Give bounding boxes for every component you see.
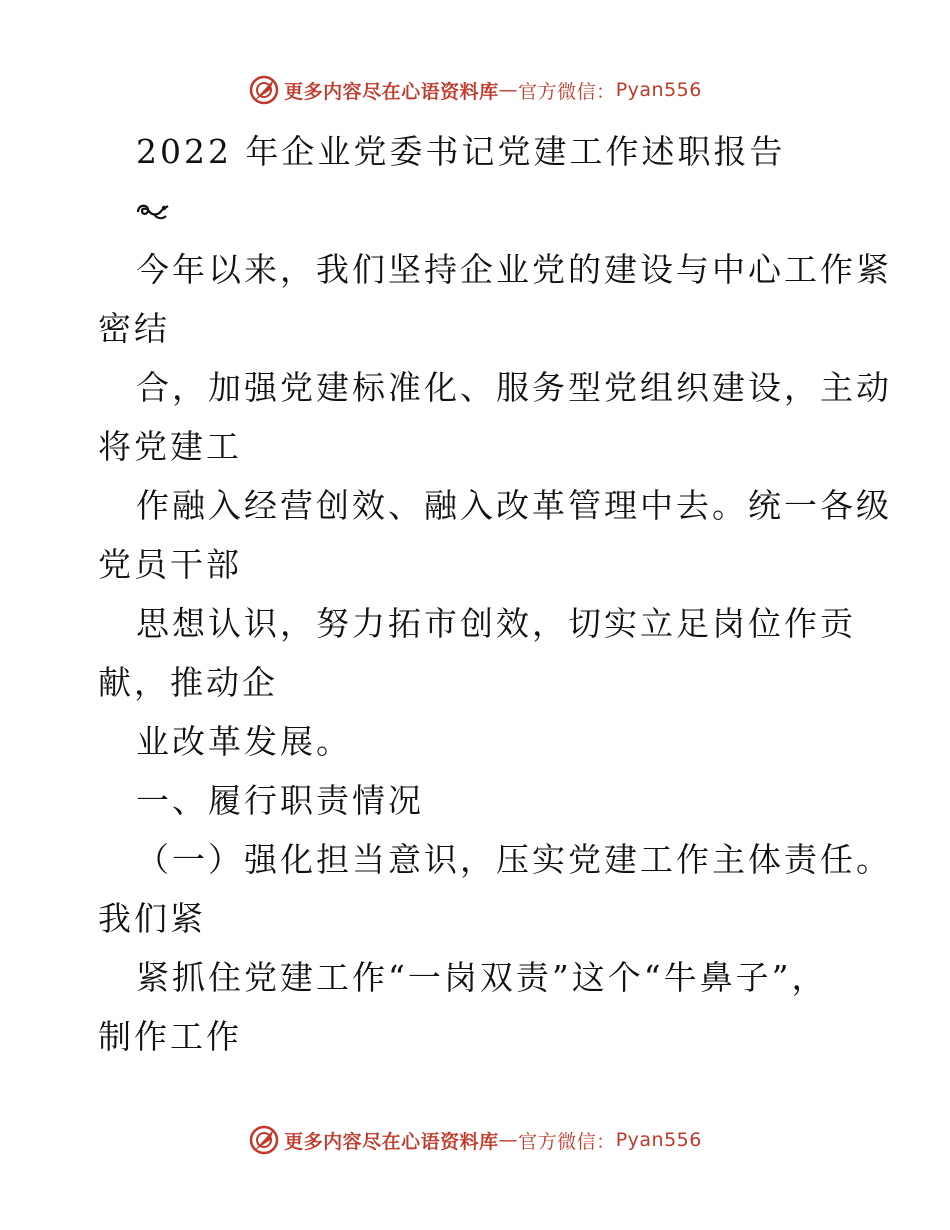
header-banner xyxy=(0,70,950,110)
section-heading: 一、履行职责情况 xyxy=(136,781,424,820)
paragraph-line: 思想认识，努力拓市创效，切实立足岗位作贡 xyxy=(136,604,856,643)
subsection-heading: （一）强化担当意识，压实党建工作主体责任。 xyxy=(136,840,892,879)
banner-dash: — xyxy=(498,1129,519,1151)
banner-wechat-id: Pyan556 xyxy=(615,1129,702,1151)
paragraph-line: 密结 xyxy=(98,309,170,348)
banner-slogan: 更多内容尽在心语资料库 xyxy=(284,80,499,103)
banner-dash: — xyxy=(498,79,519,101)
paragraph-line: 作融入经营创效、融入改革管理中去。统一各级 xyxy=(136,486,892,525)
footer-banner xyxy=(0,1120,950,1160)
paragraph-line: 制作工作 xyxy=(98,1017,242,1056)
quill-logo-icon xyxy=(248,74,280,106)
banner-wechat-label: 官方微信： xyxy=(518,80,616,103)
scroll-ornament-icon xyxy=(136,200,170,222)
banner-wechat-label: 官方微信： xyxy=(518,1130,616,1153)
paragraph-line: 将党建工 xyxy=(98,427,242,466)
paragraph-line: 我们紧 xyxy=(98,899,206,938)
paragraph-line: 党员干部 xyxy=(98,545,242,584)
paragraph-line: 献，推动企 xyxy=(98,663,278,702)
ornament-divider xyxy=(98,181,858,240)
paragraph-line: 合，加强党建标准化、服务型党组织建设，主动 xyxy=(136,368,892,407)
paragraph-line: 今年以来，我们坚持企业党的建设与中心工作紧 xyxy=(136,250,892,289)
paragraph-line: 紧抓住党建工作“一岗双责”这个“牛鼻子”， xyxy=(136,958,828,997)
paragraph-line: 业改革发展。 xyxy=(136,722,352,761)
document-title: 2022 年企业党委书记党建工作述职报告 xyxy=(136,132,786,171)
banner-wechat-id: Pyan556 xyxy=(615,79,702,101)
banner-slogan: 更多内容尽在心语资料库 xyxy=(284,1130,499,1153)
document-body xyxy=(98,122,892,1066)
quill-logo-icon xyxy=(248,1124,280,1156)
